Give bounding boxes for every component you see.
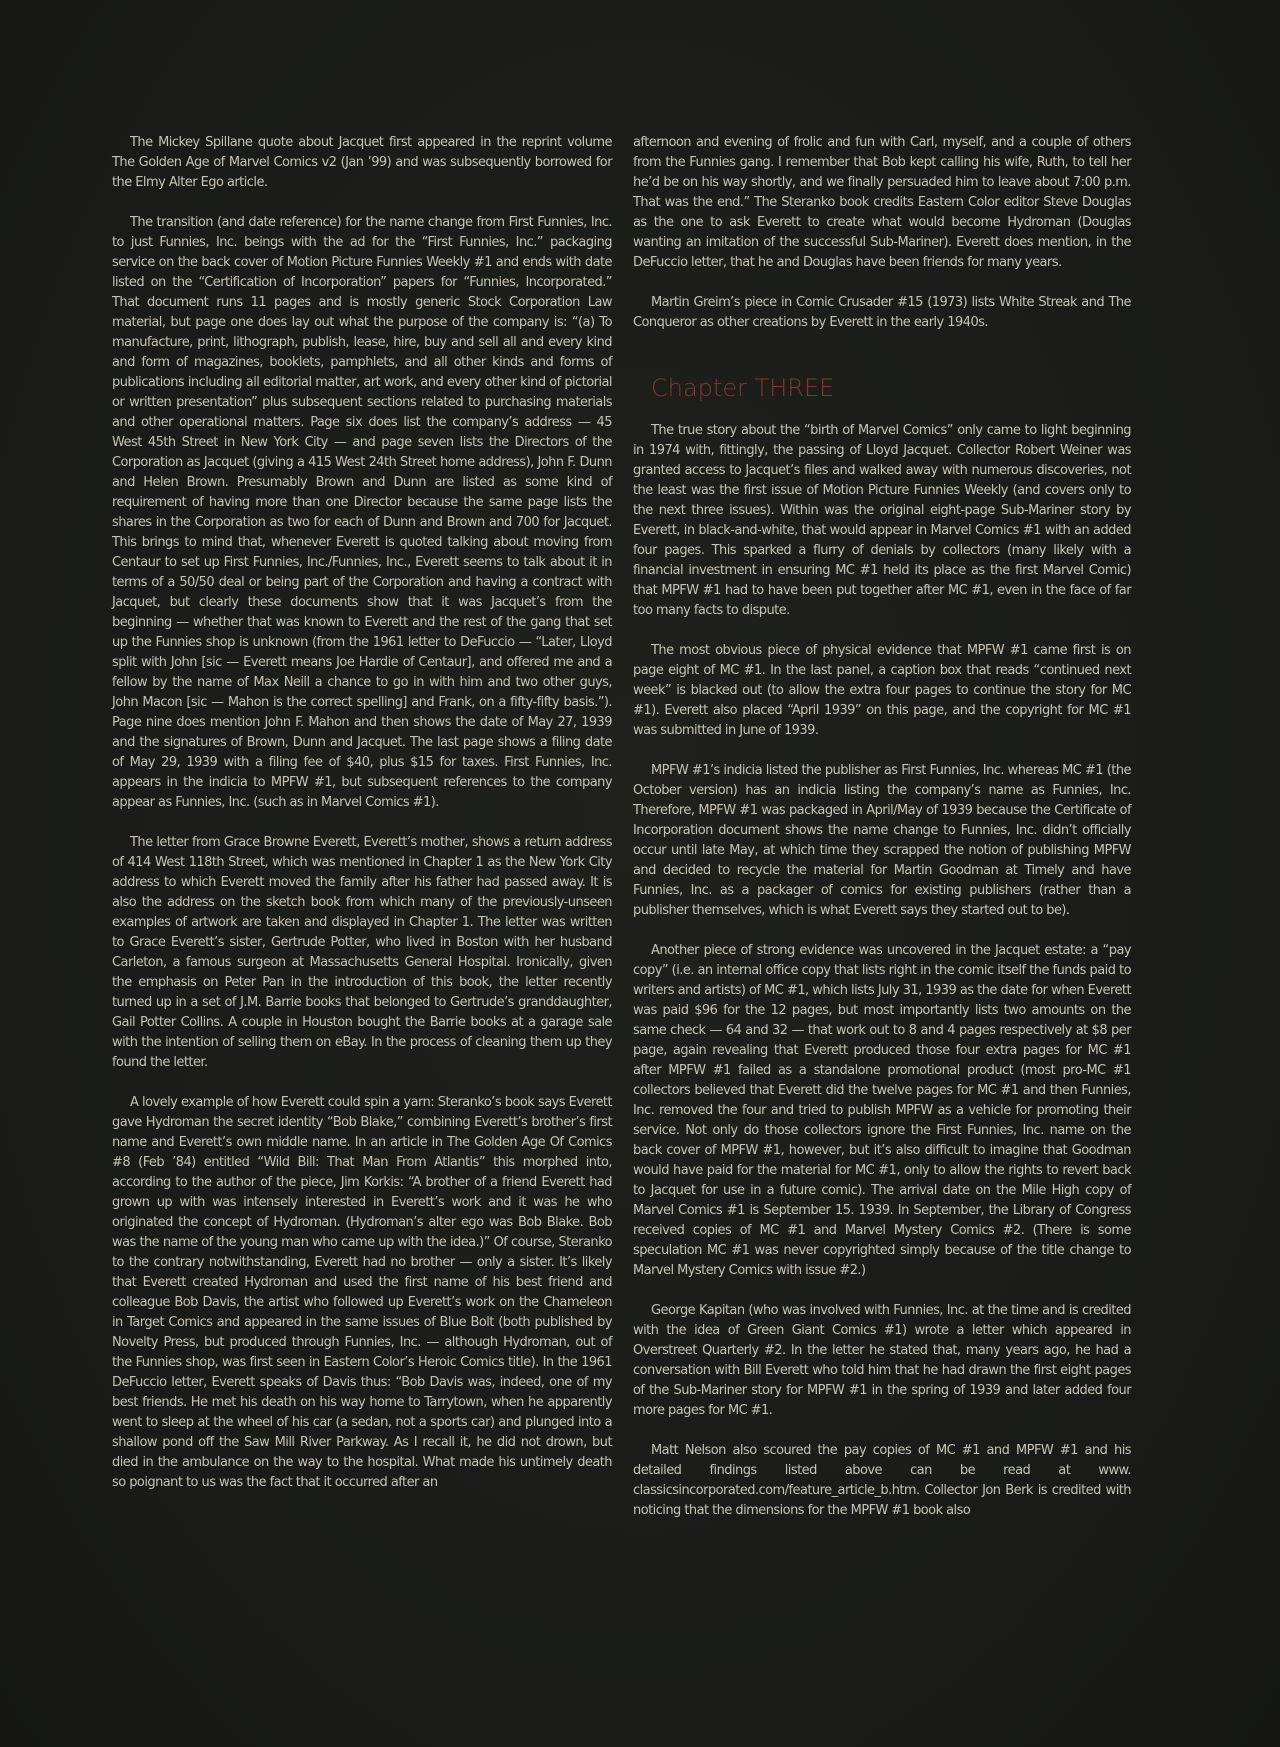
paragraph: The most obvious piece of physical evidence that MPFW #1 came first is on page eight of MC #1. In the last panel, a caption box that reads “continued next week” is blacked out (to allow the extra four pages to continue the story for MC #1). Everett also placed “April 1939” on this page, and the copyright for MC #1 was submitted in June of 1939. [633, 643, 1131, 738]
paragraph: George Kapitan (who was involved with Funnies, Inc. at the time and is credited with the idea of Green Giant Comics #1) wrote a letter which appeared in Overstreet Quarterly #2. In the letter he stated that, many years ago, he had a conversation with Bill Everett who told him that he had drawn the first eight pages of the Sub-Mariner story for MPFW #1 in the spring of 1939 and later added four more pages for MC #1. [633, 1303, 1131, 1418]
paragraph: Matt Nelson also scoured the pay copies of MC #1 and MPFW #1 and his detailed findings listed above can be read at www. classicsincorporated.com/feature_article_b.htm. Collector Jon Berk is credited with noticing that the dimensions for the MPFW #1 book also [633, 1443, 1131, 1518]
left-column [112, 133, 612, 1513]
paragraph: MPFW #1’s indicia listed the publisher as First Funnies, Inc. whereas MC #1 (the October version) has an indicia listing the company’s name as Funnies, Inc. Therefore, MPFW #1 was packaged in April/May of 1939 because the Certificate of Incorporation document shows the name change to Funnies, Inc. didn’t officially occur until late May, at which time they scrapped the notion of publishing MPFW and decided to recycle the material for Martin Goodman at Timely and have Funnies, Inc. as a packager of comics for existing publishers (rather than a publisher themselves, which is what Everett says they started out to be). [633, 763, 1131, 918]
paragraph: The Mickey Spillane quote about Jacquet first appeared in the reprint volume The Golden Age of Marvel Comics v2 (Jan ’99) and was subsequently borrowed for the Elmy Alter Ego article. [112, 135, 612, 190]
right-column [633, 133, 1131, 1541]
paragraph: A lovely example of how Everett could spin a yarn: Steranko’s book says Everett gave Hydroman the secret identity “Bob Blake,” combining Everett’s brother’s first name and Everett’s own middle name. In an article in The Golden Age Of Comics #8 (Feb ’84) entitled “Wild Bill: That Man From Atlantis” this morphed into, according to the author of the piece, Jim Korkis: “A brother of a friend Everett had grown up with was intensely interested in Everett’s work and it was he who originated the concept of Hydroman. (Hydroman’s alter ego was Bob Blake. Bob was the name of the young man who came up with the idea.)” Of course, Steranko to the contrary notwithstanding, Everett had no brother — only a sister. It’s likely that Everett created Hydroman and used the first name of his best friend and colleague Bob Davis, the artist who followed up Everett’s work on the Chameleon in Target Comics and appeared in the same issues of Blue Bolt (both published by Novelty Press, but produced through Funnies, Inc. — although Hydroman, out of the Funnies shop, was first seen in Eastern Color’s Heroic Comics title). In the 1961 DeFuccio letter, Everett speaks of Davis thus: “Bob Davis was, indeed, one of my best friends. He met his death on his way home to Tarrytown, when he apparently went to sleep at the wheel of his car (a sedan, not a sports car) and plunged into a shallow pond off the Saw Mill River Parkway. As I recall it, he did not drown, but died in the ambulance on the way to the hospital. What made his untimely death so poignant to us was the fact that it occurred after an [112, 1095, 612, 1490]
chapter-heading: Chapter THREE [651, 374, 835, 402]
paragraph: Another piece of strong evidence was uncovered in the Jacquet estate: a “pay copy” (i.e. an internal office copy that lists right in the comic itself the funds paid to writers and artists) of MC #1, which lists July 31, 1939 as the date for when Everett was paid $96 for the 12 pages, but most importantly lists two amounts on the same check — 64 and 32 — that work out to 8 and 4 pages respectively at $8 per page, again revealing that Everett produced those four extra pages for MC #1 after MPFW #1 failed as a standalone promotional product (most pro-MC #1 collectors believed that Everett did the twelve pages for MC #1 and then Funnies, Inc. removed the four and tried to publish MPFW as a vehicle for promoting their service. Not only do those collectors ignore the First Funnies, Inc. name on the back cover of MPFW #1, however, but it’s also difficult to imagine that Goodman would have paid for the material for MC #1, only to allow the rights to revert back to Jacquet for use in a future comic). The arrival date on the Mile High copy of Marvel Comics #1 is September 15. 1939. In September, the Library of Congress received copies of MC #1 and Marvel Mystery Comics #2. (There is some speculation MC #1 was never copyrighted simply because of the title change to Marvel Mystery Comics with issue #2.) [633, 943, 1131, 1278]
paragraph: The true story about the “birth of Marvel Comics” only came to light beginning in 1974 with, fittingly, the passing of Lloyd Jacquet. Collector Robert Weiner was granted access to Jacquet’s files and walked away with numerous discoveries, not the least was the first issue of Motion Picture Funnies Weekly (and covers only to the next three issues). Within was the original eight-page Sub-Mariner story by Everett, in black-and-white, that would appear in Marvel Comics #1 with an added four pages. This sparked a flurry of denials by collectors (many likely with a financial investment in ensuring MC #1 held its place as the first Marvel Comic) that MPFW #1 had to have been put together after MC #1, even in the face of far too many facts to dispute. [633, 423, 1131, 618]
paragraph: Martin Greim’s piece in Comic Crusader #15 (1973) lists White Streak and The Conqueror as other creations by Everett in the early 1940s. [633, 295, 1131, 330]
paragraph: The transition (and date reference) for the name change from First Funnies, Inc. to just Funnies, Inc. beings with the ad for the “First Funnies, Inc.” packaging service on the back cover of Motion Picture Funnies Weekly #1 and ends with date listed on the “Certification of Incorporation” papers for “Funnies, Incorporated.” That document runs 11 pages and is mostly generic Stock Corporation Law material, but page one does lay out what the purpose of the company is: “(a) To manufacture, print, lithograph, publish, lease, hire, buy and sell all and every kind and form of magazines, booklets, pamphlets, and all other kinds and forms of publications including all editorial matter, art work, and every other kind of pictorial or written presentation” plus subsequent sections related to purchasing materials and other operational matters. Page six does list the company’s address — 45 West 45th Street in New York City — and page seven lists the Directors of the Corporation as Jacquet (giving a 415 West 24th Street home address), John F. Dunn and Helen Brown. Presumably Brown and Dunn are listed as some kind of requirement of having more than one Director because the same page lists the shares in the Corporation as two for each of Dunn and Brown and 700 for Jacquet. This brings to mind that, whenever Everett is quoted talking about moving from Centaur to set up First Funnies, Inc./Funnies, Inc., Everett seems to talk about it in terms of a 50/50 deal or being part of the Corporation and having a contract with Jacquet, but clearly these documents show that it was Jacquet’s from the beginning — whether that was known to Everett and the rest of the gang that set up the Funnies shop is unknown (from the 1961 letter to DeFuccio — “Later, Lloyd split with John [sic — Everett means Joe Hardie of Centaur], and offered me and a fellow by the name of Max Neill a chance to go in with him and two other guys, John Macon [sic — Mahon is the correct spelling] and Frank, on a fifty-fifty basis.”). Page nine does mention John F. Mahon and then shows the date of May 27, 1939 and the signatures of Brown, Dunn and Jacquet. The last page shows a filing date of May 29, 1939 with a filing fee of $40, plus $15 for taxes. First Funnies, Inc. appears in the indicia to MPFW #1, but subsequent references to the company appear as Funnies, Inc. (such as in Marvel Comics #1). [112, 215, 612, 810]
paragraph: afternoon and evening of frolic and fun with Carl, myself, and a couple of others from the Funnies gang. I remember that Bob kept calling his wife, Ruth, to tell her he’d be on his way shortly, and we finally persuaded him to leave about 7:00 p.m. That was the end.” The Steranko book credits Eastern Color editor Steve Douglas as the one to ask Everett to create what would become Hydroman (Douglas wanting an imitation of the successful Sub-Mariner). Everett does mention, in the DeFuccio letter, that he and Douglas have been friends for many years. [633, 135, 1131, 270]
paragraph: The letter from Grace Browne Everett, Everett’s mother, shows a return address of 414 West 118th Street, which was mentioned in Chapter 1 as the New York City address to which Everett moved the family after his father had passed away. It is also the address on the sketch book from which many of the previously-unseen examples of artwork are taken and displayed in Chapter 1. The letter was written to Grace Everett’s sister, Gertrude Potter, who lived in Boston with her husband Carleton, a famous surgeon at Massachusetts General Hospital. Ironically, given the emphasis on Peter Pan in the introduction of this book, the letter recently turned up in a set of J.M. Barrie books that belonged to Gertrude’s granddaughter, Gail Potter Collins. A couple in Houston bought the Barrie books at a garage sale with the intention of selling them on eBay. In the process of cleaning them up they found the letter. [112, 835, 612, 1070]
